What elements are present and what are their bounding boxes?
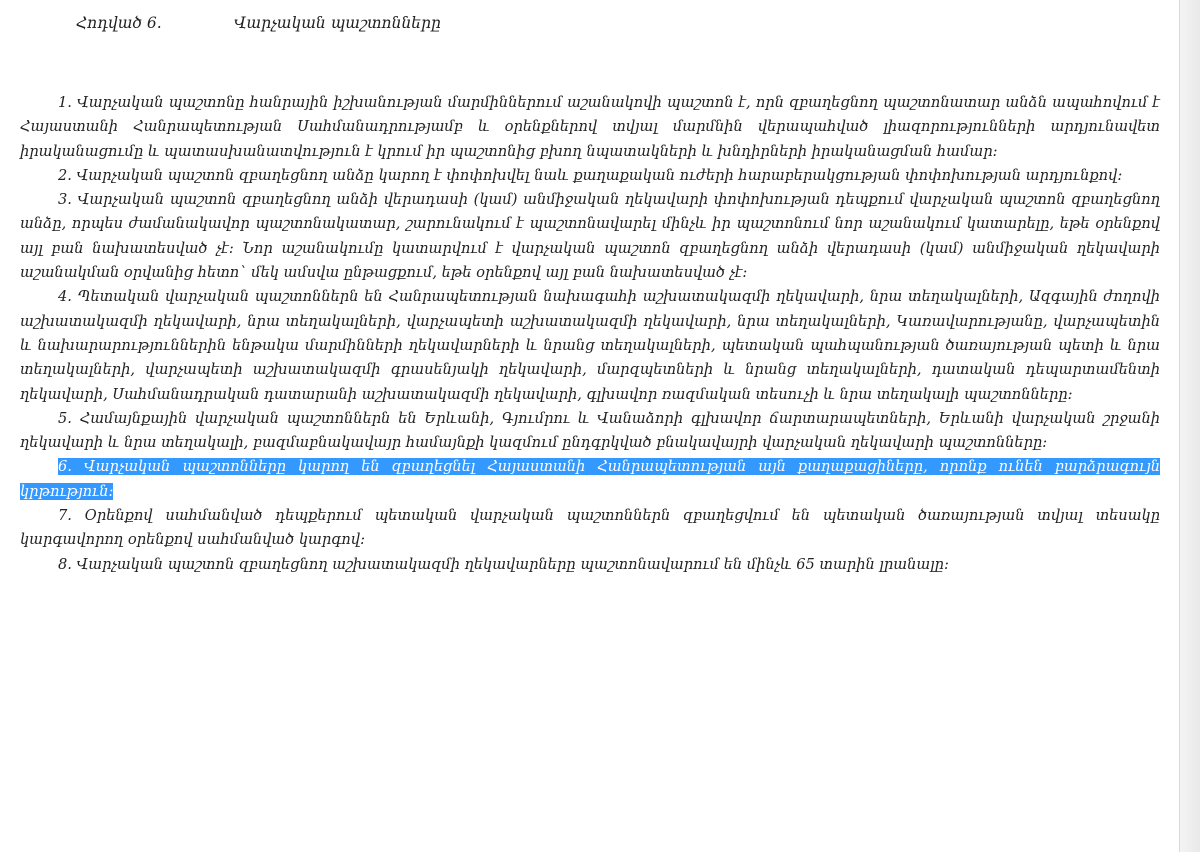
paragraph-5-text: 5. Համայնքային վարչական պաշտոններն են Երևանի, Գյումրու և Վանաձորի գլխավոր ճարտարապետների, Երևանի վարչական շրջանի ղեկավարի և նրա տեղակալի, բազմաբնակավայր համայնքի կազմում ընդգրկված բնակավայրի վարչական ղեկավարի պաշտոնները: (20, 409, 1160, 452)
article-heading (76, 14, 441, 32)
paragraph-1 (20, 91, 1160, 164)
paragraph-7 (20, 504, 1160, 553)
paragraph-8-text: 8. Վարչական պաշտոն զբաղեցնող աշխատակազմի ղեկավարները պաշտոնավարում են մինչև 65 տարին լրանալը: (58, 555, 949, 573)
paragraph-7-text: 7. Օրենքով սահմանված դեպքերում պետական վարչական պաշտոններն զբաղեցվում են պետական ծառայության տվյալ տեսակը կարգավորող օրենքով սահմանված կարգով: (20, 507, 1160, 549)
paragraph-5 (20, 407, 1160, 456)
paragraph-3-text: 3. Վարչական պաշտոն զբաղեցնող անձի վերադասի (կամ) անմիջական ղեկավարի փոփոխության դեպքում վարչական պաշտոն զբաղեցնող անձը, որպես ժամանակավոր պաշտոնակատար, շարունակում է պաշտոնավարել մինչև իր պաշտոնում նոր աշանակում կատարելը, եթե օրենքով այլ բան նախատեսված չէ: Նոր աշանակումը կատարվում է վարչական պաշտոն զբաղեցնող անձի վերադասի (կամ) անմիջական ղեկավարի աշանակման օրվանից հետո` մեկ ամսվա ընթացքում, եթե օրենքով այլ բան նախատեսված չէ: (20, 191, 1160, 282)
article-title: Վարչական պաշտոնները (234, 14, 441, 32)
paragraph-1-text: 1. Վարչական պաշտոնը հանրային իշխանության մարմիններում աշանակովի պաշտոն է, որն զբաղեցնող պաշտոնատար անձն ապահովում է Հայաստանի Հանրապետության Սահմանադրությամբ և օրենքներով տվյալ մարմնին վերապահված լիազորությունների արդյունավետ իրականացումը և պատասխանատվություն է կրում իր պաշտոնից բխող նպատակների և խնդիրների իրականացման համար: (20, 94, 1160, 160)
article-body (20, 91, 1160, 577)
paragraph-8 (20, 553, 1160, 577)
paragraph-4 (20, 285, 1160, 406)
paragraph-3 (20, 188, 1160, 285)
article-number: Հոդված 6. (76, 14, 162, 32)
paragraph-2 (20, 164, 1160, 188)
paragraph-4-text: 4. Պետական վարչական պաշտոններն են Հանրապետության նախագահի աշխատակազմի ղեկավարի, նրա տեղակալների, Ազգային ժողովի աշխատակազմի ղեկավարի, նրա տեղակալների, վարչապետի աշխատակազմի ղեկավարի, նրա տեղակալների, Կառավարությանը, վարչապետին և նախարարություններին ենթակա մարմինների ղեկավարների և նրանց տեղակալների, պետական պահպանության ծառայության պետի և նրա տեղակալների, վարչապետի աշխատակազմի գրասենյակի ղեկավարի, մարզպետների և նրանց տեղակալների, դատական դեպարտամենտի ղեկավարի, Սահմանադրական դատարանի աշխատակազմի ղեկավարի, գլխավոր ռազմական տեսուչի և նրա տեղակալի պաշտոնները: (20, 288, 1160, 403)
window-scrollbar[interactable] (1179, 0, 1200, 852)
paragraph-6-selected[interactable] (20, 455, 1160, 504)
selected-text-highlight[interactable]: 6. Վարչական պաշտոնները կարող են զբաղեցնել Հայաստանի Հանրապետության այն քաղաքացիները, որոնք ունեն բարձրագույն կրթություն: (20, 458, 1160, 500)
paragraph-2-text: 2. Վարչական պաշտոն զբաղեցնող անձը կարող է փոփոխվել նաև քաղաքական ուժերի հարաբերակցության փոփոխության արդյունքով: (58, 166, 1123, 184)
